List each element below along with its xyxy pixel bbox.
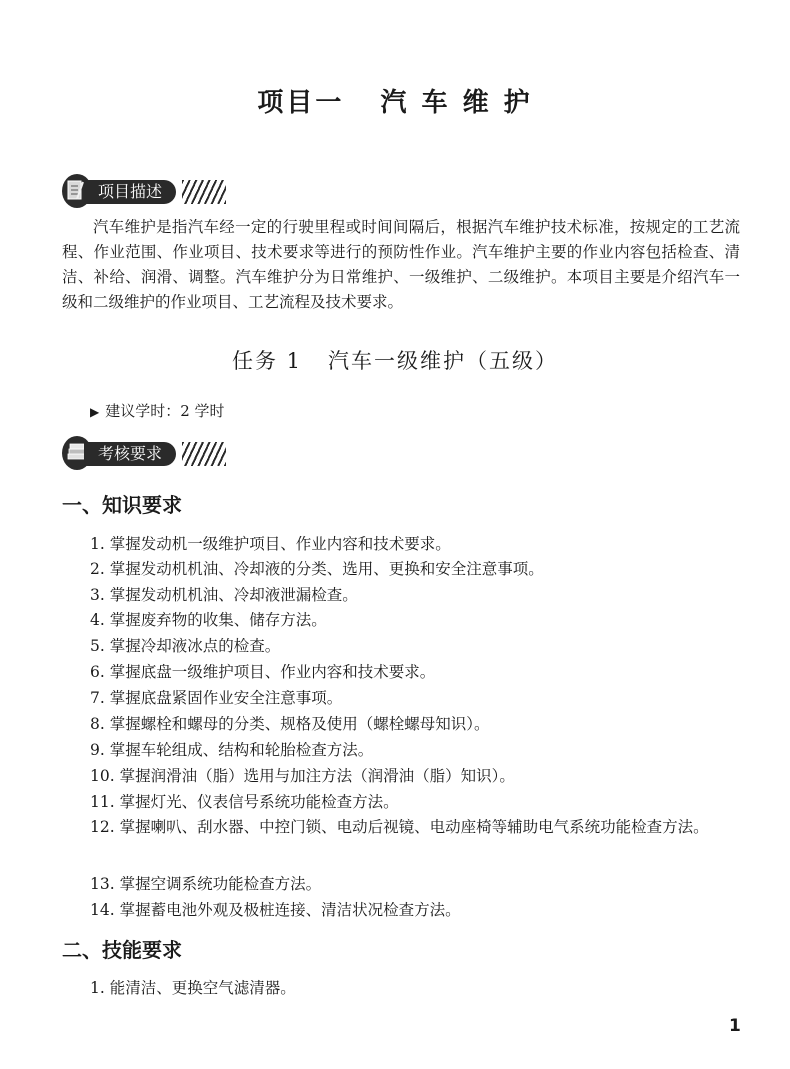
decorative-stripes	[182, 180, 226, 204]
list-item: 7. 掌握底盘紧固作业安全注意事项。	[90, 689, 343, 707]
section-tag-label: 项目描述	[84, 180, 176, 204]
list-item: 10. 掌握润滑油（脂）选用与加注方法（润滑油（脂）知识）。	[90, 767, 515, 785]
page-title: 项目一 汽 车 维 护	[257, 88, 533, 118]
list-item: 1. 掌握发动机一级维护项目、作业内容和技术要求。	[90, 535, 451, 553]
knowledge-heading: 一、知识要求	[62, 493, 182, 517]
list-item: 3. 掌握发动机机油、冷却液泄漏检查。	[90, 586, 358, 604]
suggested-hours	[90, 400, 225, 421]
list-item: 11. 掌握灯光、仪表信号系统功能检查方法。	[90, 793, 399, 811]
list-item: 13. 掌握空调系统功能检查方法。	[90, 875, 322, 893]
list-item: 4. 掌握废弃物的收集、储存方法。	[90, 611, 327, 629]
section-tag-description	[62, 174, 222, 208]
list-item: 12. 掌握喇叭、刮水器、中控门锁、电动后视镜、电动座椅等辅助电气系统功能检查方法。	[90, 818, 709, 836]
list-item: 6. 掌握底盘一级维护项目、作业内容和技术要求。	[90, 663, 436, 681]
skills-heading: 二、技能要求	[62, 938, 182, 962]
section-tag-assessment	[62, 436, 222, 470]
list-item: 9. 掌握车轮组成、结构和轮胎检查方法。	[90, 741, 374, 759]
list-item: 1. 能清洁、更换空气滤清器。	[90, 979, 296, 997]
task-title: 任务 1 汽车一级维护（五级）	[231, 349, 559, 373]
list-item: 2. 掌握发动机机油、冷却液的分类、选用、更换和安全注意事项。	[90, 560, 544, 578]
page-number: 1	[729, 1016, 741, 1036]
decorative-stripes	[182, 442, 226, 466]
list-item: 8. 掌握螺栓和螺母的分类、规格及使用（螺栓螺母知识）。	[90, 715, 490, 733]
suggested-hours-text: 建议学时：2 学时	[105, 402, 225, 420]
list-item: 5. 掌握冷却液冰点的检查。	[90, 637, 281, 655]
triangle-bullet-icon: ▶	[90, 405, 100, 419]
list-item: 14. 掌握蓄电池外观及极桩连接、清洁状况检查方法。	[90, 901, 461, 919]
section-tag-label: 考核要求	[84, 442, 176, 466]
project-description: 汽车维护是指汽车经一定的行驶里程或时间间隔后，根据汽车维护技术标准，按规定的工艺流程、作业范围、作业项目、技术要求等进行的预防性作业。汽车维护主要的作业内容包括检查、清洁、补给、润滑、调整。汽车维护分为日常维护、一级维护、二级维护。本项目主要是介绍汽车一级和二级维护的作业项目、工艺流程及技术要求。	[62, 218, 740, 311]
